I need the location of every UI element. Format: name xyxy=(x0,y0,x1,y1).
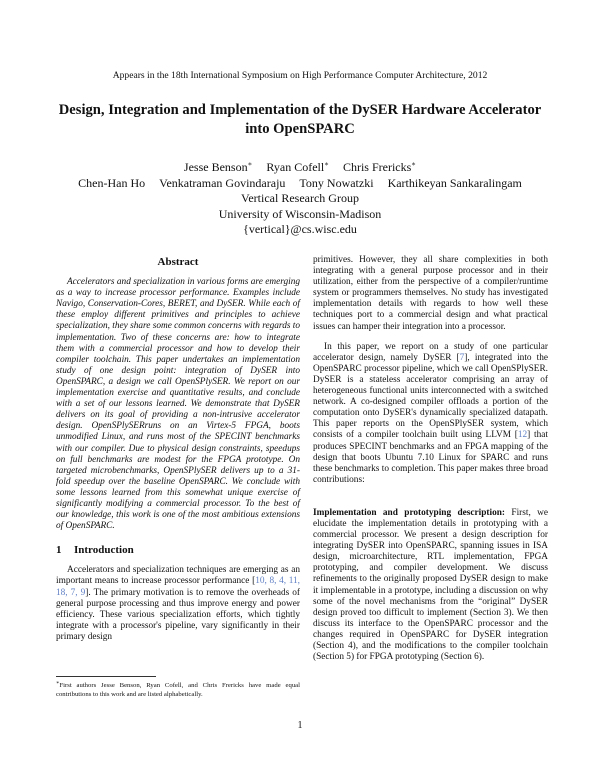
footnote-divider xyxy=(56,676,156,677)
left-column xyxy=(56,255,300,643)
footnote-mark: ∗ xyxy=(56,681,60,686)
research-group: Vertical Research Group xyxy=(241,191,359,205)
author-row-2 xyxy=(40,176,560,192)
author-row-1 xyxy=(40,157,560,176)
citation-link[interactable]: 12 xyxy=(517,430,528,441)
author-name: Venkatraman Govindaraju xyxy=(159,175,286,190)
venue-line: Appears in the 18th International Symposium on High Performance Computer Architecture, 2012 xyxy=(112,70,488,81)
paragraph-text: In this paper, we report on a study of one particular accelerator design, namely DySER [ xyxy=(313,341,548,363)
equal-contrib-mark: ∗ xyxy=(247,160,253,168)
equal-contrib-mark: ∗ xyxy=(324,160,329,168)
continued-paragraph: primitives. However, they all share complexities in both integrating with a general purpose processor and in their utilization, either from the perspective of a compiler/runtime system or programmers themselves. No study has investigated implementation details with regards to how well these techniques port to a commercial design and what practical issues can hamper their integration into a processor. xyxy=(313,255,548,332)
intro-paragraph xyxy=(56,565,300,643)
study-paragraph xyxy=(313,342,548,486)
section-heading-introduction xyxy=(56,545,300,556)
intro-text: Accelerators and specialization techniques are emerging as an important means to increase processor performance [ xyxy=(56,565,300,587)
right-column xyxy=(313,255,548,663)
author-name: Jesse Benson xyxy=(183,160,248,174)
title-line-2: into OpenSPARC xyxy=(245,121,355,137)
section-title: Introduction xyxy=(74,544,134,557)
paper-title xyxy=(40,101,560,139)
equal-contrib-mark: ∗ xyxy=(411,160,417,168)
author-name: Chen-Han Ho xyxy=(78,175,146,190)
contact-email: {vertical}@cs.wisc.edu xyxy=(243,222,357,236)
paragraph-text: ], integrated into the OpenSPARC processor pipeline, which we call OpenSPlySER. DySER is a stateless accelerator comprising an array of heterogeneous functional units interconnected with a switched network. A co-designed compiler offloads a portion of the computation onto DySER's dynamically specialized datapath. This paper reports on the OpenSPlySER system, which consists of a compiler toolchain built using LLVM [ xyxy=(313,352,549,441)
footnote-text: First authors Jesse Benson, Ryan Cofell, and Chris Frericks have made equal contributions to this work and are listed alphabetically. xyxy=(56,682,300,698)
citation-link[interactable]: 10, 8, 4, 11, 18, 7, 9 xyxy=(56,576,300,598)
title-line-1: Design, Integration and Implementation of the DySER Hardware Accelerator xyxy=(58,102,542,118)
paragraph-text: ] that produces SPECINT benchmarks and an FPGA mapping of the design that boots Ubuntu 7.10 Linux for SPARC and runs these benchmarks to completion. This paper makes three broad contributions: xyxy=(313,430,548,485)
contribution-paragraph xyxy=(313,508,548,663)
section-number: 1 xyxy=(56,544,62,557)
contribution-heading: Implementation and prototyping description: xyxy=(313,507,506,518)
footnote xyxy=(56,680,300,699)
author-block xyxy=(40,157,560,238)
page-number: 1 xyxy=(297,720,303,731)
abstract-text: Accelerators and specialization in various forms are emerging as a way to increase processor performance. Examples include Navigo, Conservation-Cores, BERET, and DySER. While each of these employ different primitives and principles to achieve specialization, they share some common concerns with regards to implementation. Two of these concerns are: how to integrate them with a commercial processor and how to develop their compiler toolchain. This paper undertakes an implementation study of one design point: integration of DySER into OpenSPARC, a design we call OpenSPlySER. We report on our implementation exercise and quantitative results, and conclude with a set of our lessons learned. We demonstrate that DySER delivers on its goal of providing a non-intrusive accelerator design. OpenSPlySERruns on an Virtex-5 FPGA, boots unmodified Linux, and runs most of the SPECINT benchmarks with our compiler. Due to physical design constraints, speedups on full benchmarks are modest for the FPGA prototype. On targeted microbenchmarks, OpenSPlySER delivers up to a 31-fold speedup over the baseline OpenSPARC. We conclude with some lessons learned from this somewhat unique exercise of significantly modifying a commercial processor. To the best of our knowledge, this work is one of the most ambitious extensions of OpenSPARC. xyxy=(56,277,301,532)
author-name: Karthikeyan Sankaralingam xyxy=(387,175,522,190)
abstract-heading: Abstract xyxy=(157,256,199,268)
contribution-text: First, we elucidate the implementation details in prototyping with a commercial processor. We present a design description for integrating DySER into OpenSPARC, spanning issues in ISA design, microarchitecture, RTL implementation, FPGA prototyping, and compiler development. We discuss refinements to the originally proposed DySER design to make it implementable in a prototype, including a discussion on why some of the novel mechanisms from the “original” DySER design proved too difficult to implement (Section 3). We then discuss its interface to the OpenSPARC processor and the changes required in OpenSPARC for DySER integration (Section 4), and the modifications to the compiler toolchain (Section 5) for FPGA prototyping (Section 6). xyxy=(313,507,549,663)
intro-text: ]. The primary motivation is to remove the overheads of general purpose processing and thus improve energy and power efficiency. These various specialization efforts, which tightly integrate with a processor's pipeline, vary significantly in their primary design xyxy=(56,587,301,642)
university: University of Wisconsin-Madison xyxy=(218,206,382,221)
author-name: Ryan Cofell xyxy=(266,160,325,174)
author-name: Tony Nowatzki xyxy=(299,175,374,190)
citation-link[interactable]: 7 xyxy=(459,352,465,363)
author-name: Chris Frericks xyxy=(342,160,412,174)
